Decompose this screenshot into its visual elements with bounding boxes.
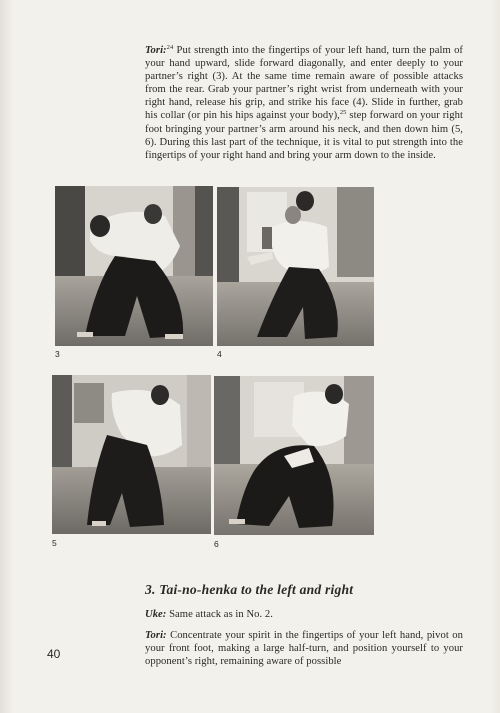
- page-edge-shadow: [490, 0, 500, 713]
- technique-photo-5: [52, 375, 211, 534]
- uke-label: Uke:: [145, 609, 167, 620]
- paragraph-text: step forward on your right foot bringing your partner’s arm around his neck, and then down him (5, 6). During this last part of the technique, it is vital to put strength into the fingertips of your right hand and bring your arm down to the inside.: [145, 110, 463, 161]
- tori-instruction-paragraph: [145, 44, 463, 162]
- uke-instruction-paragraph: [145, 608, 463, 621]
- photo-caption-5: 5: [52, 538, 57, 548]
- paragraph-text: Concentrate your spirit in the fingertips of your left hand, pivot on your front foot, making a large half-turn, and position yourself to your opponent’s right, remaining aware of possible: [145, 630, 463, 668]
- paragraph-text: Same attack as in No. 2.: [166, 609, 273, 620]
- tori-label: Tori:: [145, 630, 167, 641]
- photo-caption-3: 3: [55, 349, 60, 359]
- paragraph-text: Put strength into the fingertips of your left hand, turn the palm of your hand upward, slide forward diagonally, and enter deeply to your partner’s right (3). At the same time remain aware of possible attacks from the rear. Grab your partner’s right wrist from underneath with your right hand, release his grip, and strike his face (4). Slide in further, grab his collar (or pin his hips against your body),: [145, 45, 463, 122]
- photo-caption-4: 4: [217, 349, 222, 359]
- tori-label: Tori:: [145, 45, 167, 56]
- footnote-ref: 24: [166, 44, 174, 51]
- technique-photo-4: [217, 187, 374, 346]
- photo-caption-6: 6: [214, 539, 219, 549]
- tori-instruction-paragraph-2: [145, 629, 463, 683]
- footnote-ref: 25: [339, 109, 347, 117]
- page-number: 40: [47, 647, 61, 661]
- section-heading: 3. Tai-no-henka to the left and right: [145, 582, 354, 597]
- technique-photo-3: [55, 186, 213, 346]
- technique-photo-6: [214, 376, 374, 535]
- page-edge-shadow: [0, 0, 14, 713]
